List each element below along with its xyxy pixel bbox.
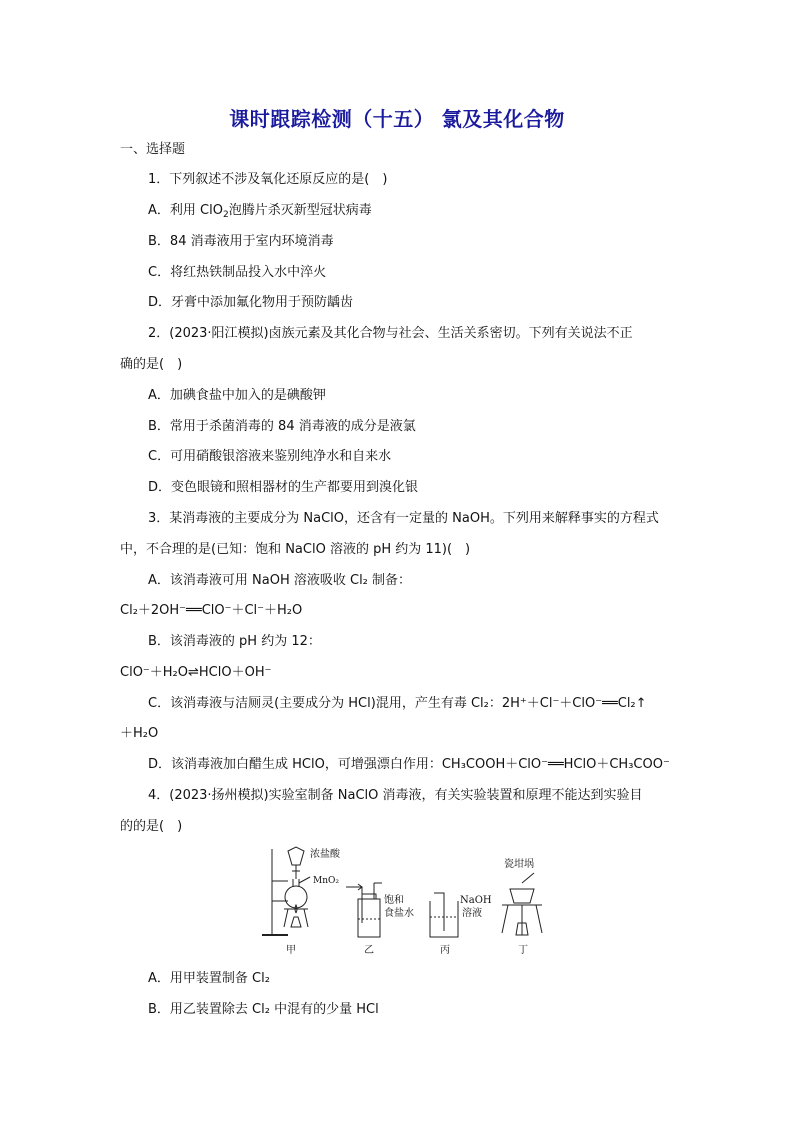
q1-option-d: D．牙膏中添加氟化物用于预防龋齿 [148,295,354,310]
q2-stem-line1: 2．(2023·阳江模拟)卤族元素及其化合物与社会、生活关系密切。下列有关说法不正 [148,326,633,341]
label-naoh-2: 溶液 [462,908,482,919]
q2-stem-line2: 确的是( ) [120,357,183,372]
q2-option-d: D．变色眼镜和照相器材的生产都要用到溴化银 [148,480,419,495]
q4-option-b: B．用乙装置除去 Cl₂ 中混有的少量 HCl [148,1002,379,1017]
q3-option-d: D．该消毒液加白醋生成 HClO，可增强漂白作用：CH₃COOH＋ClO⁻══HClO＋CH₃COO⁻ [148,757,670,772]
q1-option-a: A．利用 ClO$_2$泡腾片杀灭新型冠状病毒 [148,203,372,220]
label-naoh-1: NaOH [460,895,492,906]
q1-stem: 1．下列叙述不涉及氧化还原反应的是( ) [148,172,388,187]
q1-option-c: C．将红热铁制品投入水中淬火 [148,265,327,280]
q3-option-c-line1: C．该消毒液与洁厕灵(主要成分为 HCl)混用，产生有毒 Cl₂：2H⁺＋Cl⁻＋ClO⁻══Cl₂↑ [148,696,647,711]
label-crucible: 瓷坩埚 [504,859,534,870]
q3-option-b: B．该消毒液的 pH 约为 12： [148,634,321,649]
q3-stem-line1: 3．某消毒液的主要成分为 NaClO，还含有一定量的 NaOH。下列用来解释事实的方程式 [148,511,659,526]
q4-option-a: A．用甲装置制备 Cl₂ [148,971,270,986]
q3-stem-line2: 中，不合理的是(已知：饱和 NaClO 溶液的 pH 约为 11)( ) [120,542,471,557]
q3-option-a-equation: Cl₂＋2OH⁻══ClO⁻＋Cl⁻＋H₂O [120,603,303,618]
apparatus-ding [502,873,542,935]
q2-option-c: C．可用硝酸银溶液来鉴别纯净水和自来水 [148,449,392,464]
label-yi: 乙 [364,945,374,956]
label-bing: 丙 [440,945,450,956]
apparatus-drawing [258,843,558,958]
label-mno2: MnO₂ [313,876,339,886]
label-jia: 甲 [286,945,296,956]
q4-stem-line1: 4．(2023·扬州模拟)实验室制备 NaClO 消毒液，有关实验装置和原理不能达到实验目 [148,788,643,803]
label-ding: 丁 [518,945,528,956]
q3-option-b-equation: ClO⁻＋H₂O⇌HClO＋OH⁻ [120,665,272,680]
label-saturated-1: 饱和 [384,895,404,906]
label-saturated-2: 食盐水 [384,908,414,919]
q2-option-b: B．常用于杀菌消毒的 84 消毒液的成分是液氯 [148,419,416,434]
label-conc-hcl: 浓盐酸 [310,849,340,860]
q3-option-a: A．该消毒液可用 NaOH 溶液吸收 Cl₂ 制备： [148,573,412,588]
apparatus-jia [262,847,310,935]
page-title: 课时跟踪检测（十五） 氯及其化合物 [229,107,565,131]
q1-option-b: B．84 消毒液用于室内环境消毒 [148,234,334,249]
apparatus-figure [258,843,558,958]
apparatus-bing [430,893,458,937]
section-heading: 一、选择题 [120,142,186,157]
q3-option-c-line2: ＋H₂O [120,726,159,741]
apparatus-yi [346,883,382,937]
q2-option-a: A．加碘食盐中加入的是碘酸钾 [148,388,326,403]
q4-stem-line2: 的的是( ) [120,819,183,834]
